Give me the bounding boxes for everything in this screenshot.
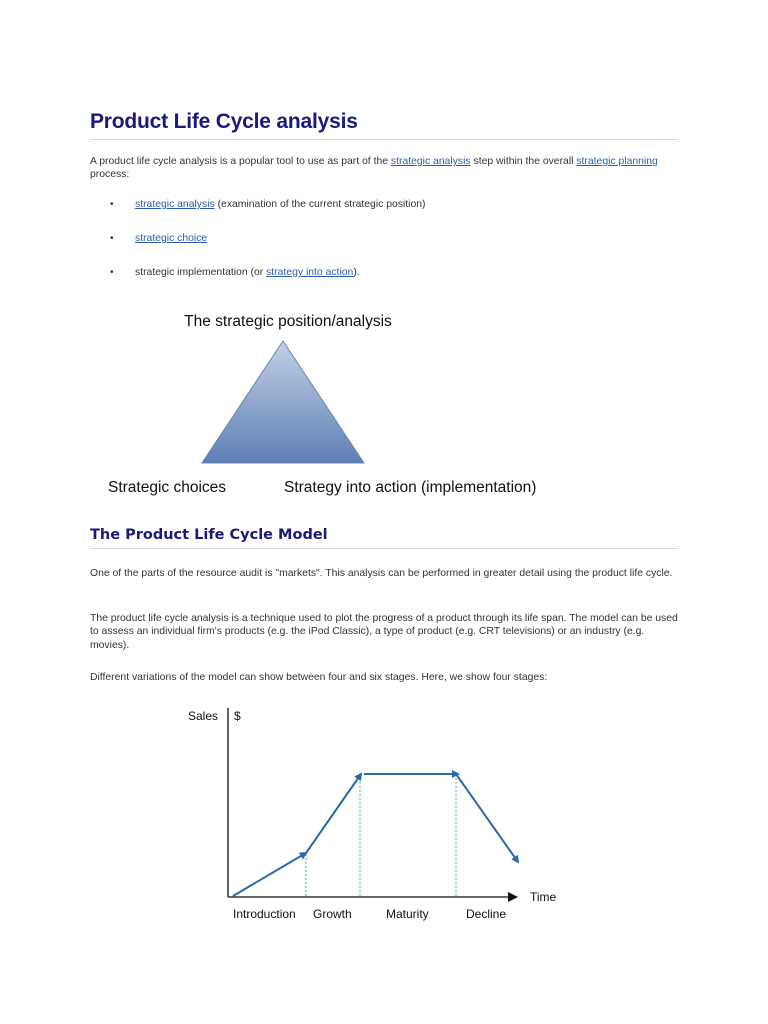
curve-segment-decline bbox=[456, 774, 518, 862]
strategy-triangle bbox=[202, 341, 364, 463]
page-title: Product Life Cycle analysis bbox=[90, 110, 678, 140]
intro-text-2: step within the overall bbox=[470, 156, 577, 167]
curve-segment-growth bbox=[306, 774, 361, 853]
bullet-icon: • bbox=[110, 199, 114, 210]
triangle-top-label: The strategic position/analysis bbox=[184, 313, 392, 330]
link-bullet-strategic-analysis[interactable]: strategic analysis bbox=[135, 199, 215, 210]
link-strategic-planning[interactable]: strategic planning bbox=[576, 156, 658, 167]
y-axis-label: Sales bbox=[188, 709, 219, 723]
curve-segment-introduction bbox=[233, 853, 306, 896]
bullet-icon: • bbox=[110, 267, 114, 278]
bullet-text: ). bbox=[353, 267, 360, 278]
paragraph: Different variations of the model can show between four and six stages. Here, we show four stages: bbox=[90, 672, 548, 683]
section-title: The Product Life Cycle Model bbox=[90, 527, 678, 549]
bullet-text: (examination of the current strategic position) bbox=[214, 199, 426, 210]
intro-text-3: process: bbox=[90, 169, 130, 181]
triangle-right-label: Strategy into action (implementation) bbox=[284, 479, 537, 496]
bullet-icon: • bbox=[110, 233, 114, 244]
bullet-text: strategic implementation (or bbox=[135, 267, 267, 278]
triangle-left-label: Strategic choices bbox=[108, 479, 227, 496]
stage-label-introduction: Introduction bbox=[233, 907, 296, 921]
intro-paragraph bbox=[90, 155, 678, 182]
link-bullet-strategy-into-action[interactable]: strategy into action bbox=[266, 267, 354, 278]
intro-text-1: A product life cycle analysis is a popular tool to use as part of the bbox=[90, 156, 391, 167]
link-strategic-analysis[interactable]: strategic analysis bbox=[390, 156, 471, 167]
stage-label-growth: Growth bbox=[313, 907, 352, 921]
paragraph: The product life cycle analysis is a technique used to plot the progress of a product through its life span. The model can be used to assess an individual firm's products (e.g. the iPod Classic), a type of product (e.g. CRT televisions) or an industry (e.g. movies). bbox=[90, 613, 678, 651]
x-axis-label: Time bbox=[530, 890, 557, 904]
stage-label-decline: Decline bbox=[466, 907, 507, 921]
paragraph: One of the parts of the resource audit is "markets". This analysis can be performed in greater detail using the product life cycle. bbox=[90, 568, 673, 579]
stage-label-maturity: Maturity bbox=[386, 907, 429, 921]
strategic-triangle-diagram bbox=[0, 0, 768, 510]
y-axis-unit: $ bbox=[234, 709, 241, 723]
link-bullet-strategic-choice[interactable]: strategic choice bbox=[135, 233, 208, 244]
